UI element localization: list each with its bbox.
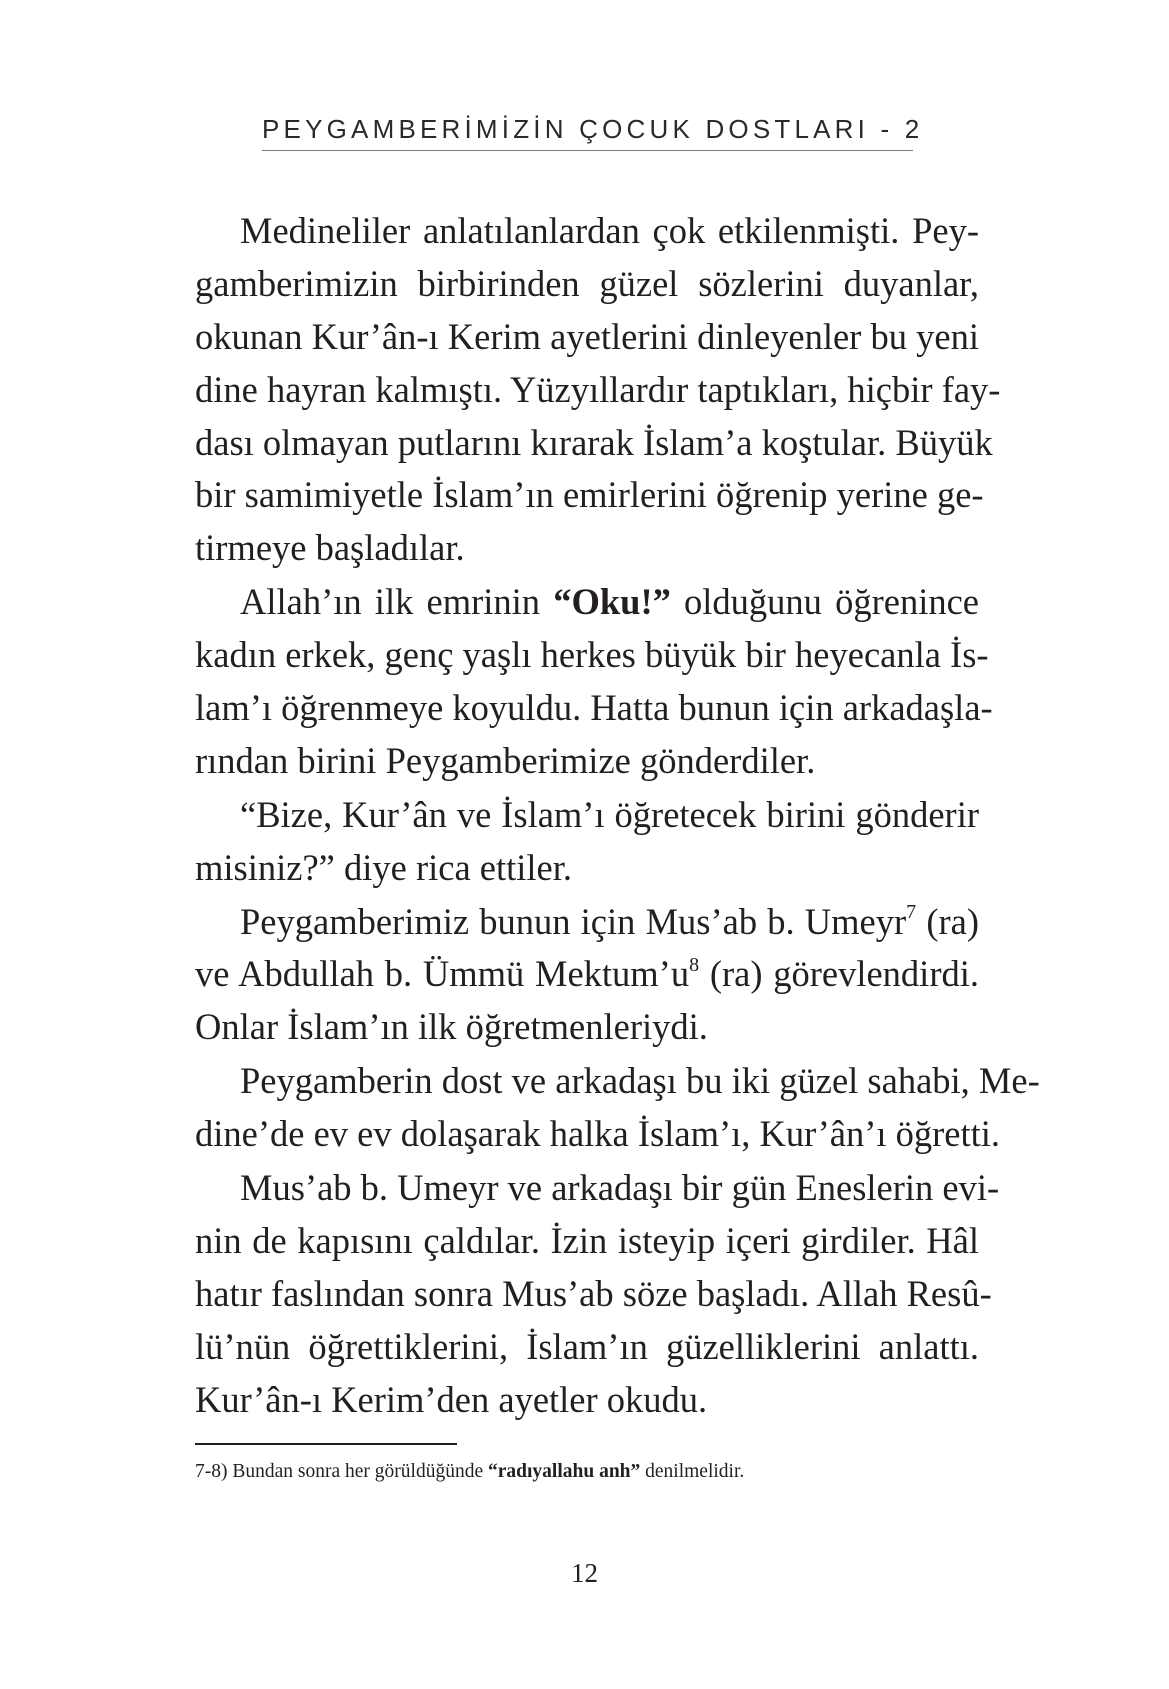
- p4-line-2-start: ve Abdullah b. Ümmü Mektum’u: [195, 953, 690, 995]
- p2-line-1: [195, 576, 979, 629]
- footnote-text-start: Bundan sonra her görüldüğünde: [227, 1461, 488, 1482]
- p2-line-3: lam’ı öğrenmeye koyuldu. Hatta bunun için arkadaşla-: [195, 687, 993, 729]
- p5-line-1: Peygamberin dost ve arkadaşı bu iki güzel sahabi, Me-: [240, 1060, 1040, 1102]
- footnote-ref-8: 8: [689, 954, 700, 977]
- body-text: [195, 205, 1040, 1426]
- running-title: PEYGAMBERİMİZİN ÇOCUK DOSTLARI - 2: [262, 114, 924, 144]
- p6-line-3: hatır faslından sonra Mus’ab söze başladı. Allah Resû-: [195, 1272, 992, 1314]
- p1-line-6: bir samimiyetle İslam’ın emirlerini öğrenip yerine ge-: [195, 474, 984, 516]
- p6-line-5: Kur’ân-ı Kerim’den ayetler okudu.: [195, 1378, 708, 1420]
- p5-line-2: dine’de ev ev dolaşarak halka İslam’ı, Kur’ân’ı öğretti.: [195, 1113, 1001, 1155]
- footnote-rule: [195, 1443, 457, 1445]
- p4-line-2-end: (ra) görevlendirdi.: [699, 953, 979, 995]
- p4-line-3: Onlar İslam’ın ilk öğretmenleriydi.: [195, 1006, 708, 1048]
- header-rule: [262, 150, 913, 151]
- footnote: [195, 1460, 744, 1484]
- p6-line-2: nin de kapısını çaldılar. İzin isteyip içeri girdiler. Hâl: [195, 1219, 979, 1261]
- p4-line-1-end: (ra): [916, 900, 979, 942]
- p1-line-7: tirmeye başladılar.: [195, 527, 465, 569]
- footnote-text-end: denilmelidir.: [640, 1461, 745, 1482]
- p1-line-5: dası olmayan putlarını kırarak İslam’a koştular. Büyük: [195, 421, 993, 463]
- p6-line-4: lü’nün öğrettiklerini, İslam’ın güzelliklerini anlattı.: [195, 1325, 979, 1367]
- p2-line-1-end: olduğunu öğrenince: [670, 581, 979, 623]
- p1-line-4: dine hayran kalmıştı. Yüzyıllardır taptıkları, hiçbir fay-: [195, 368, 1001, 410]
- p4-line-1-start: Peygamberimiz bunun için Mus’ab b. Umeyr: [240, 900, 907, 942]
- p2-line-1-start: Allah’ın ilk emrinin: [240, 581, 554, 623]
- p1-line-3: okunan Kur’ân-ı Kerim ayetlerini dinleyenler bu yeni: [195, 315, 979, 357]
- p3-line-2: misiniz?” diye rica ettiler.: [195, 846, 573, 888]
- p2-line-2: kadın erkek, genç yaşlı herkes büyük bir heyecanla İs-: [195, 634, 989, 676]
- footnote-emphasis: “radıyallahu anh”: [488, 1461, 641, 1482]
- p2-line-4: rından birini Peygamberimize gönderdiler.: [195, 739, 816, 781]
- p1-line-1: Medineliler anlatılanlardan çok etkilenmişti. Pey-: [240, 210, 979, 251]
- p1-line-2: gamberimizin birbirinden güzel sözlerini duyanlar,: [195, 262, 979, 304]
- page-number: 12: [571, 1558, 598, 1588]
- p4-line-1: [195, 896, 979, 949]
- p4-line-2: [195, 948, 979, 1001]
- p3-line-1: “Bize, Kur’ân ve İslam’ı öğretecek birini gönderir: [240, 793, 979, 835]
- footnote-ref-7: 7: [906, 901, 917, 924]
- p6-line-1: Mus’ab b. Umeyr ve arkadaşı bir gün Eneslerin evi-: [240, 1167, 1000, 1209]
- footnote-marker: 7-8): [195, 1461, 228, 1482]
- oku-emphasis: “Oku!”: [553, 581, 671, 623]
